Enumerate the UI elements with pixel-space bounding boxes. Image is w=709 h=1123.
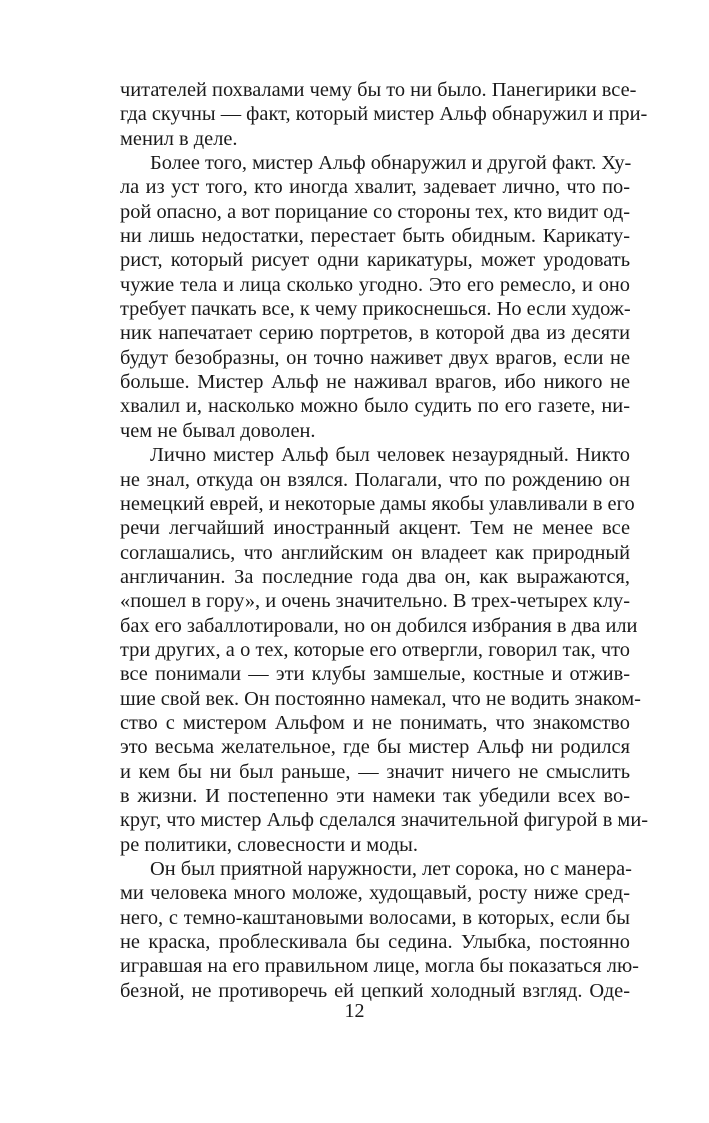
text-line: не краска, проблескивала бы седина. Улыбка, постоянно [120,931,630,954]
text-line: соглашались, что английским он владеет как природный [120,541,630,564]
text-line: больше. Мистер Альф не наживал врагов, ибо никого не [120,371,630,394]
text-line: Более того, мистер Альф обнаружил и другой факт. Ху- [150,152,632,175]
text-line: Лично мистер Альф был человек незаурядный. Никто [150,444,630,467]
text-line: менил в деле. [120,127,238,150]
text-line: бах его забаллотировали, но он добился избрания в два или [120,614,638,637]
text-line: немецкий еврей, и некоторые дамы якобы улавливали в его [120,492,635,515]
text-line: рист, который рисует одни карикатуры, может уродовать [120,249,630,272]
text-line: чем не бывал доволен. [120,419,316,442]
text-line: безной, не противоречь ей цепкий холодный взгляд. Оде- [120,979,630,1002]
text-line: ла из уст того, кто иногда хвалит, задевает лично, что по- [120,176,630,199]
text-line: рой опасно, а вот порицание со стороны тех, кто видит од- [120,200,630,223]
text-line: «пошел в гору», и очень значительно. В трех-четырех клу- [120,590,630,613]
text-line: игравшая на его правильном лице, могла бы показаться лю- [120,955,639,978]
text-line: ре политики, словесности и моды. [120,833,418,856]
text-line: шие свой век. Он постоянно намекал, что не водить знаком- [120,687,641,710]
text-line: требует пачкать все, к чему прикоснешься. Но если худож- [120,298,631,321]
text-line: три других, а о тех, которые его отвергли, говорил так, что [120,638,630,661]
text-line: гда скучны — факт, который мистер Альф обнаружил и при- [120,103,648,126]
text-line: будут безобразны, он точно наживет двух врагов, если не [120,346,630,369]
text-line: читателей похвалами чему бы то ни было. Панегирики все- [120,79,637,101]
text-line: в жизни. И постепенно эти намеки так убедили всех во- [120,784,630,807]
text-line: Он был приятной наружности, лет сорока, но с манера- [150,858,632,880]
text-line: это весьма желательное, где бы мистер Альф ни родился [120,736,630,759]
text-line: ми человека много моложе, худощавый, росту ниже сред- [120,882,630,905]
text-line: него, с темно-каштановыми волосами, в которых, если бы [120,906,630,929]
text-line: круг, что мистер Альф сделался значительной фигурой в ми- [120,809,649,832]
text-line: все понимали — эти клубы замшелые, костные и отжив- [120,663,630,686]
text-line: и кем бы ни был раньше, — значит ничего не смыслить [120,760,630,783]
text-line: англичанин. За последние года два он, как выражаются, [120,565,630,588]
text-line: ни лишь недостатки, перестает быть обидным. Карикату- [120,225,630,248]
page-number: 12 [344,1000,365,1022]
text-line: не знал, откуда он взялся. Полагали, что по рождению он [120,468,630,491]
text-line: хвалил и, насколько можно было судить по его газете, ни- [120,395,630,418]
text-line: ство с мистером Альфом и не понимать, что знакомство [120,711,630,734]
text-line: ник напечатает серию портретов, в которой два из десяти [120,322,630,345]
text-line: чужие тела и лица сколько угодно. Это его ремесло, и оно [120,273,630,296]
body-text [120,78,649,1003]
text-line: речи легчайший иностранный акцент. Тем не менее все [120,517,630,540]
